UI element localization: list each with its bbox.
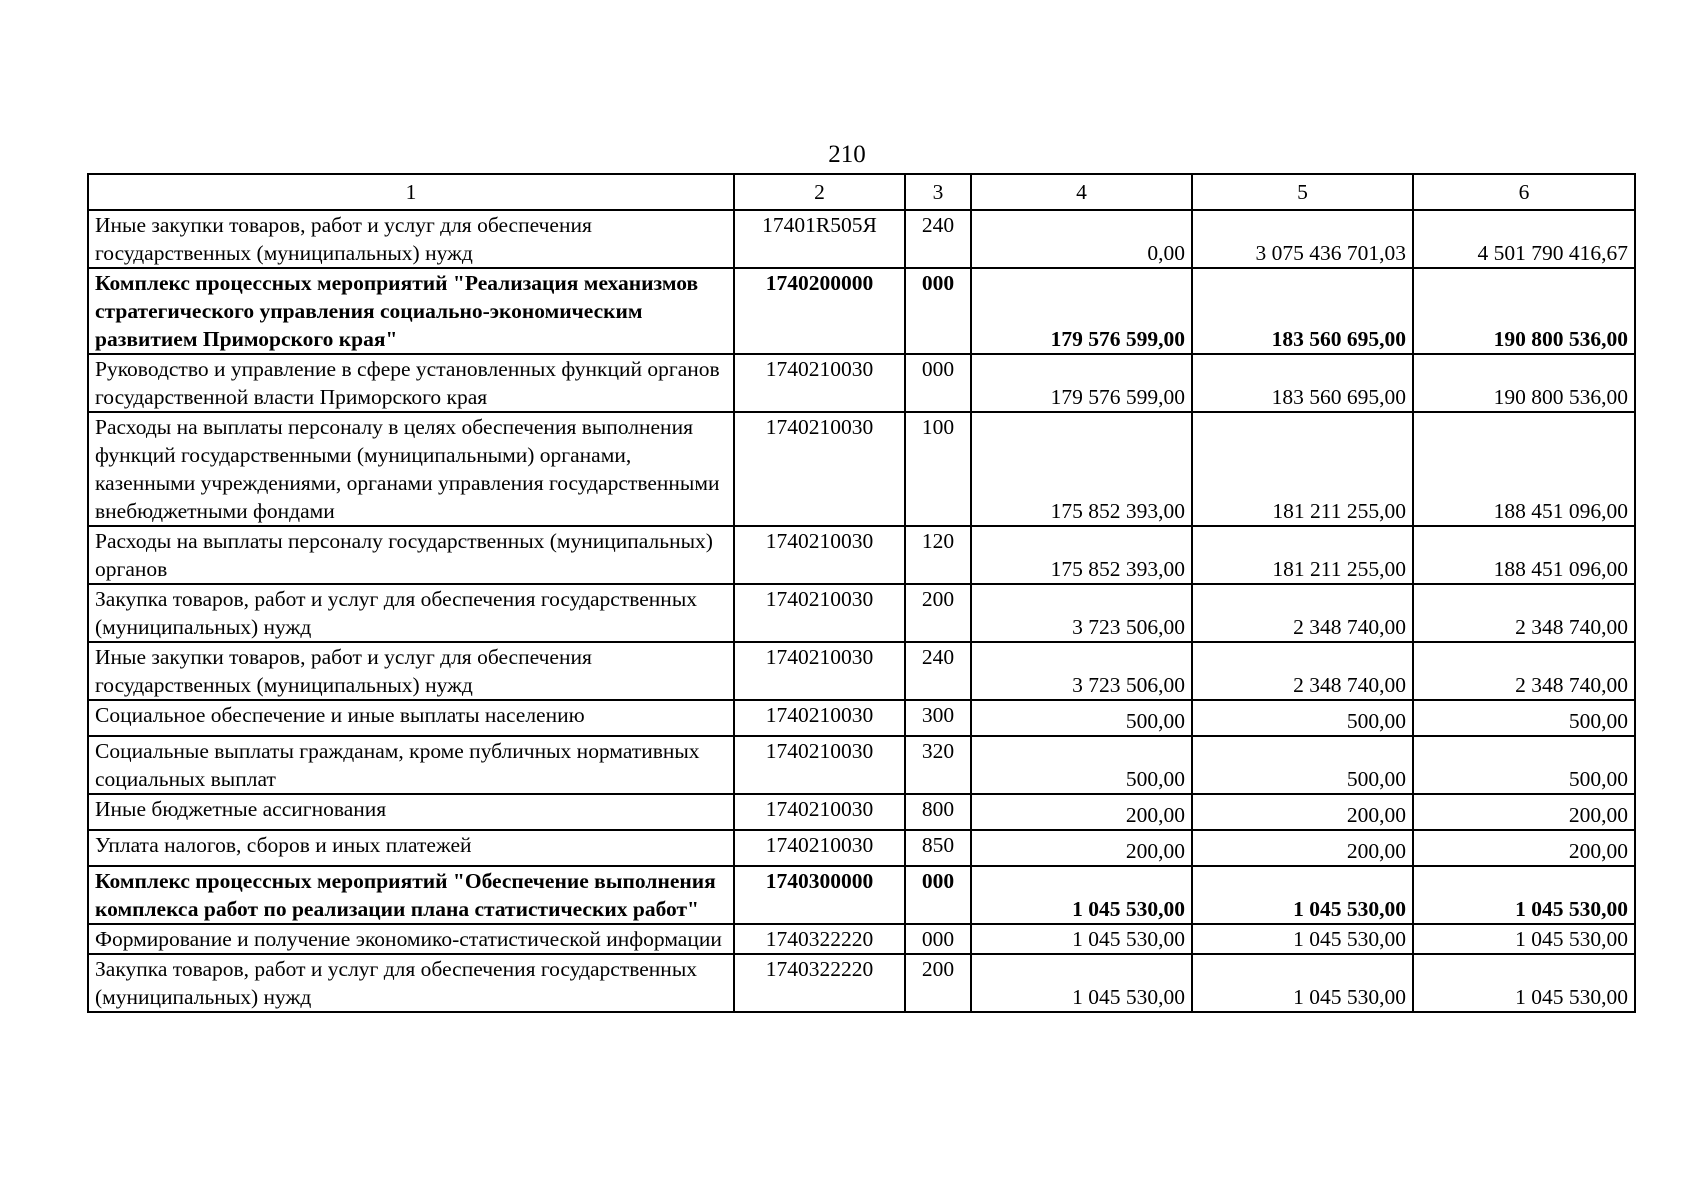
row-type-cell: 120 — [905, 526, 971, 584]
table-row — [88, 830, 1635, 866]
row-type-cell: 240 — [905, 642, 971, 700]
table-row — [88, 736, 1635, 794]
column-number-row — [88, 174, 1635, 210]
row-name-cell: Расходы на выплаты персоналу в целях обеспечения выполнения функций государственными (муниципальными) органами, казенными учреждениями, органами управления государственными внебюджетными фондами — [88, 412, 734, 526]
row-name-cell: Закупка товаров, работ и услуг для обеспечения государственных (муниципальных) нужд — [88, 954, 734, 1012]
table-row — [88, 584, 1635, 642]
row-value-5-cell: 200,00 — [1192, 830, 1413, 866]
row-value-5-cell: 500,00 — [1192, 736, 1413, 794]
row-value-4-cell: 500,00 — [971, 736, 1192, 794]
row-value-4-cell: 179 576 599,00 — [971, 268, 1192, 354]
row-value-4-cell: 1 045 530,00 — [971, 954, 1192, 1012]
row-value-5-cell: 2 348 740,00 — [1192, 584, 1413, 642]
row-type-cell: 200 — [905, 584, 971, 642]
row-value-4-cell: 1 045 530,00 — [971, 866, 1192, 924]
row-value-5-cell: 1 045 530,00 — [1192, 866, 1413, 924]
row-code-cell: 1740210030 — [734, 354, 905, 412]
row-value-5-cell: 183 560 695,00 — [1192, 354, 1413, 412]
row-code-cell: 1740300000 — [734, 866, 905, 924]
row-value-5-cell: 500,00 — [1192, 700, 1413, 736]
row-value-6-cell: 2 348 740,00 — [1413, 642, 1635, 700]
row-value-6-cell: 1 045 530,00 — [1413, 866, 1635, 924]
row-value-5-cell: 2 348 740,00 — [1192, 642, 1413, 700]
table-row — [88, 642, 1635, 700]
row-type-cell: 240 — [905, 210, 971, 268]
table-row — [88, 866, 1635, 924]
row-value-5-cell: 1 045 530,00 — [1192, 954, 1413, 1012]
row-type-cell: 800 — [905, 794, 971, 830]
row-name-cell: Иные закупки товаров, работ и услуг для обеспечения государственных (муниципальных) нужд — [88, 642, 734, 700]
row-value-4-cell: 175 852 393,00 — [971, 526, 1192, 584]
row-value-4-cell: 3 723 506,00 — [971, 584, 1192, 642]
row-code-cell: 1740210030 — [734, 642, 905, 700]
row-value-5-cell: 181 211 255,00 — [1192, 526, 1413, 584]
row-code-cell: 1740210030 — [734, 700, 905, 736]
row-name-cell: Социальное обеспечение и иные выплаты населению — [88, 700, 734, 736]
column-header: 3 — [905, 174, 971, 210]
row-value-6-cell: 500,00 — [1413, 700, 1635, 736]
row-code-cell: 1740210030 — [734, 736, 905, 794]
row-value-6-cell: 500,00 — [1413, 736, 1635, 794]
row-name-cell: Формирование и получение экономико-статистической информации — [88, 924, 734, 954]
row-value-4-cell: 3 723 506,00 — [971, 642, 1192, 700]
table-row — [88, 700, 1635, 736]
row-name-cell: Социальные выплаты гражданам, кроме публичных нормативных социальных выплат — [88, 736, 734, 794]
budget-table — [87, 173, 1636, 1013]
row-value-5-cell: 183 560 695,00 — [1192, 268, 1413, 354]
row-type-cell: 000 — [905, 866, 971, 924]
column-header: 2 — [734, 174, 905, 210]
column-header: 4 — [971, 174, 1192, 210]
row-value-4-cell: 179 576 599,00 — [971, 354, 1192, 412]
row-name-cell: Руководство и управление в сфере установленных функций органов государственной власти Приморского края — [88, 354, 734, 412]
row-value-6-cell: 190 800 536,00 — [1413, 268, 1635, 354]
row-value-4-cell: 500,00 — [971, 700, 1192, 736]
row-code-cell: 1740210030 — [734, 412, 905, 526]
row-code-cell: 1740210030 — [734, 794, 905, 830]
row-name-cell: Иные закупки товаров, работ и услуг для обеспечения государственных (муниципальных) нужд — [88, 210, 734, 268]
row-type-cell: 000 — [905, 354, 971, 412]
row-type-cell: 200 — [905, 954, 971, 1012]
row-name-cell: Комплекс процессных мероприятий "Реализация механизмов стратегического управления социально-экономическим развитием Приморского края" — [88, 268, 734, 354]
column-header: 1 — [88, 174, 734, 210]
table-row — [88, 526, 1635, 584]
row-value-4-cell: 200,00 — [971, 830, 1192, 866]
row-value-6-cell: 2 348 740,00 — [1413, 584, 1635, 642]
row-code-cell: 1740210030 — [734, 584, 905, 642]
row-value-4-cell: 1 045 530,00 — [971, 924, 1192, 954]
row-type-cell: 100 — [905, 412, 971, 526]
row-code-cell: 1740322220 — [734, 954, 905, 1012]
table-row — [88, 268, 1635, 354]
row-name-cell: Расходы на выплаты персоналу государственных (муниципальных) органов — [88, 526, 734, 584]
table-row — [88, 354, 1635, 412]
table-row — [88, 210, 1635, 268]
row-value-5-cell: 181 211 255,00 — [1192, 412, 1413, 526]
row-name-cell: Иные бюджетные ассигнования — [88, 794, 734, 830]
table-row — [88, 954, 1635, 1012]
row-value-6-cell: 1 045 530,00 — [1413, 924, 1635, 954]
row-type-cell: 000 — [905, 268, 971, 354]
table-row — [88, 794, 1635, 830]
row-name-cell: Комплекс процессных мероприятий "Обеспечение выполнения комплекса работ по реализации плана статистических работ" — [88, 866, 734, 924]
row-type-cell: 320 — [905, 736, 971, 794]
row-value-6-cell: 188 451 096,00 — [1413, 412, 1635, 526]
row-value-5-cell: 1 045 530,00 — [1192, 924, 1413, 954]
row-name-cell: Закупка товаров, работ и услуг для обеспечения государственных (муниципальных) нужд — [88, 584, 734, 642]
row-type-cell: 000 — [905, 924, 971, 954]
row-value-6-cell: 200,00 — [1413, 794, 1635, 830]
row-type-cell: 300 — [905, 700, 971, 736]
column-header: 6 — [1413, 174, 1635, 210]
row-value-4-cell: 0,00 — [971, 210, 1192, 268]
row-value-6-cell: 190 800 536,00 — [1413, 354, 1635, 412]
row-code-cell: 1740210030 — [734, 830, 905, 866]
row-value-6-cell: 4 501 790 416,67 — [1413, 210, 1635, 268]
row-name-cell: Уплата налогов, сборов и иных платежей — [88, 830, 734, 866]
row-value-5-cell: 3 075 436 701,03 — [1192, 210, 1413, 268]
row-value-4-cell: 200,00 — [971, 794, 1192, 830]
page-number: 210 — [828, 141, 866, 168]
row-value-6-cell: 1 045 530,00 — [1413, 954, 1635, 1012]
row-value-6-cell: 200,00 — [1413, 830, 1635, 866]
row-type-cell: 850 — [905, 830, 971, 866]
table-row — [88, 412, 1635, 526]
row-code-cell: 1740210030 — [734, 526, 905, 584]
row-code-cell: 1740200000 — [734, 268, 905, 354]
row-value-4-cell: 175 852 393,00 — [971, 412, 1192, 526]
row-value-6-cell: 188 451 096,00 — [1413, 526, 1635, 584]
table-row — [88, 924, 1635, 954]
row-code-cell: 1740322220 — [734, 924, 905, 954]
row-code-cell: 17401R505Я — [734, 210, 905, 268]
row-value-5-cell: 200,00 — [1192, 794, 1413, 830]
column-header: 5 — [1192, 174, 1413, 210]
